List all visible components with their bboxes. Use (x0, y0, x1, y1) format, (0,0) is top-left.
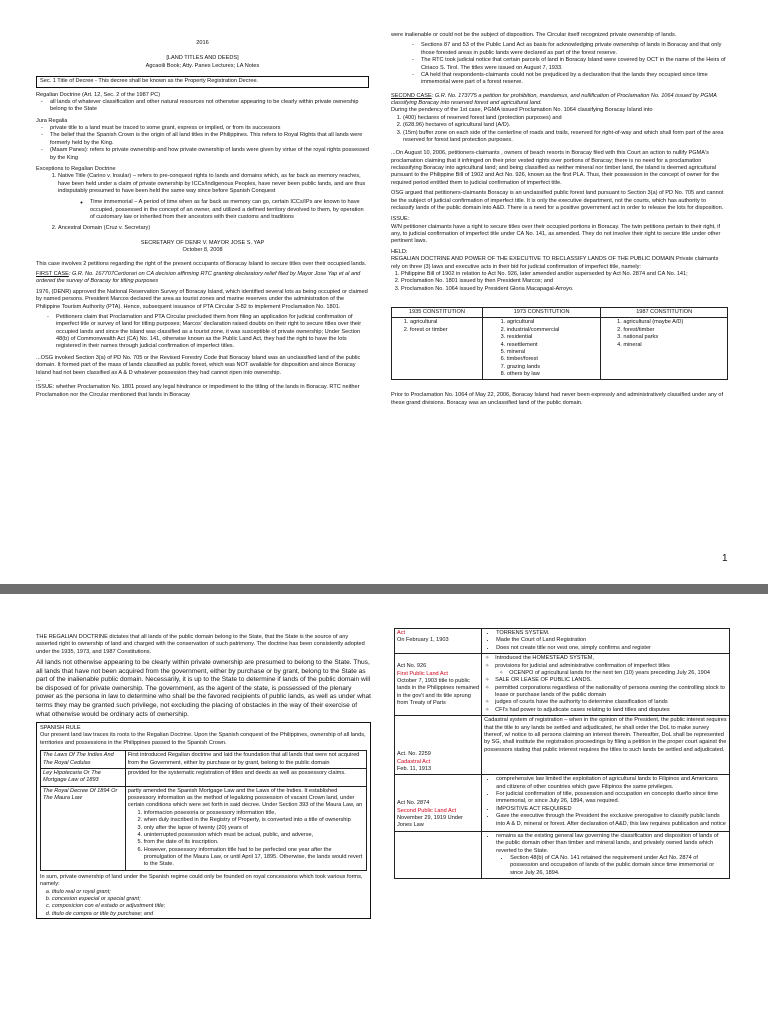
class-item: 7. grazing lands (507, 364, 599, 371)
table-cell-1987 (601, 318, 728, 380)
class-item: 4. mineral (623, 342, 725, 349)
osg-argument: OSG argued that petitioners-claimants Boracay is an unclassified public forest land pursuant to Section 3(a) of PD No. 705 and cannot be the subject of judicial confirmation of imperfect title. It is only the executive department, not the courts, which has authority to reclassify lands of the public domain into A&D. There is a need for a positive government act in order to release the lots for disposition. (391, 190, 724, 211)
header-title: [LAND TITLES AND DEEDS] (166, 55, 239, 62)
act-item: • remains as the existing general law governing the classification and disposition of lands of the public domain other than timber and mineral lands, and privately owned lands which reverted to the State. (496, 833, 727, 855)
first-case-label: FIRST CASE (36, 271, 69, 277)
held-heading: REGALIAN DOCTRINE AND POWER OF THE EXECUTIVE TO RECLASSIFY LANDS OF THE PUBLIC DOMAIN (391, 256, 675, 263)
act-item (510, 855, 727, 877)
maura-item: 4. uninterrupted possession which must be actual, public, and adverse, (144, 832, 364, 839)
act-row (395, 629, 730, 654)
law-item: 3. Proclamation No. 1064 issued by President Gloria Macapagal-Arroyo. (401, 286, 728, 293)
form-item: a. titulo real or royal grant; (52, 889, 367, 896)
table-cell-1935 (392, 318, 483, 380)
case-intro: This case involves 2 petitions regarding the right of the present occupants of Boracay Island to secure titles over their occupied lands. (36, 260, 367, 267)
act-name-cell (395, 716, 482, 775)
maura-list (128, 810, 364, 869)
form-item: d. titulo de compra or title by purchase; and (52, 911, 367, 918)
exceptions-list (36, 173, 369, 232)
case-title: SECRETARY OF DENR V. MAYOR JOSE S. YAP (140, 239, 265, 246)
time-immemorial-item (90, 199, 369, 221)
act-extra: November 29, 1919 Under Jones Law (397, 815, 463, 829)
act-item: ✧ SALE OR LEASE OF PUBLIC LANDS. (495, 677, 727, 684)
law-name: Ley Hipotecaria Or The Mortgage Law of 1893 (41, 768, 126, 786)
prior-para: Prior to Proclamation No. 1064 of May 22, 2006, Boracay Island had never been expressly and administratively classified under any of these grand divisions. Boracay was an unclassified land of the public domain. (391, 392, 724, 406)
act-name: Act No. 2874 (397, 800, 430, 807)
page-two (0, 594, 768, 1024)
regalian-bullet: - all lands of whatever classification and other natural resources not otherwise appearing to be clearly within private ownership belong to the State (50, 99, 369, 114)
osg-para: ...OSG invoked Section 3(a) of PD No. 705 or the Revised Forestry Code that Boracay Island was an unclassified land of the public domain. It formed part of the mass of lands classified as public forest, which was NOT available for disposition and since Boracay Island had not been classified as A & D whatever possession they had cannot ripen into ownership. (36, 354, 361, 376)
class-item: 8. others by law (507, 371, 599, 378)
jura-item: - (Maam Panes): refers to private ownership and how private ownership of lands were given by virtue of the royal rights possessed by the King (50, 147, 369, 162)
maura-text: partly amended the Spanish Mortgage Law and the Laws of the Indies. It established possessory information as the method of legalizing possession of vacant Crown land, under certain conditions which were set forth in said decree. Under Section 393 of the Maura Law, an (127, 787, 363, 809)
pendency: During the pendency of the 1st case, PGMA issued Proclamation No. 1064 classifying Boracay Island into (391, 107, 653, 114)
case-date: October 8, 2008 (182, 247, 223, 254)
law-item: 2. Proclamation No. 1801 issued by then President Marcos; and (401, 278, 728, 285)
native-title-label: Native Title (58, 173, 86, 180)
act-item: • Made the Court of Land Registration (496, 637, 727, 644)
class-item: 2. forest/timber (623, 327, 725, 334)
table-header: 1935 CONSTITUTION (392, 308, 483, 318)
act-row (395, 716, 730, 775)
act-name-cell (395, 654, 482, 716)
law-desc: First introduced Regalian doctrine and laid the foundation that all lands that were not acquired from the Government, either by purchase or by grant, belong to the public domain (125, 751, 366, 769)
spanish-rule-box (36, 722, 371, 919)
act-sub: On February 1, 1903 (397, 637, 449, 644)
regalian-heading: Regalian Doctrine (Art. 12, Sec. 2 of the 1987 PC) (36, 91, 161, 98)
class-item: 3. residential (507, 334, 599, 341)
regalian-doctrine-para: THE REGALIAN DOCTRINE dictates that all lands of the public domain belong to the State, that the State is the source of any asserted right to ownership of land and charged with the conservation of such patrimony. The doctrine has been consistently adopted under the 1935, 1973, and 1987 Constitutions. (36, 634, 365, 655)
all-lands-para: All lands not otherwise appearing to be clearly within private ownership are presumed to belong to the State. Thus, all lands that have not been acquired from the government, either by purchase or by grant, belong to the State as part of the inalienable public domain. Necessarily, it is up to the State to determine if lands of the public domain will be disposed of for private ownership. The government, as the agent of the state, is possessed of the plenary power as the persona in law to determine who shall be the favored recipients of public lands, as well as under what terms they may be granted such privilege, not excluding the placing of obstacles in the way of their exercise of what otherwise would be ordinary acts of ownership. (36, 659, 372, 718)
class-item: 2. forest or timber (410, 327, 480, 334)
act-item: ✧ Introduced the HOMESTEAD SYSTEM, (495, 655, 727, 662)
page-one-right-column (391, 32, 728, 410)
maura-item: 3. only after the lapse of twenty (20) years of (144, 825, 364, 832)
class-item: 1. agricultural (507, 319, 599, 326)
exceptions-heading: Exceptions to Regalian Doctrine (36, 165, 116, 172)
page-two-left-column (36, 634, 371, 922)
held-para (391, 256, 728, 271)
issue-label: ISSUE: (391, 216, 410, 223)
act-name: Act (397, 630, 406, 636)
act-item-text: Section 48(b) of CA No. 141 retained the requirement under Act No. 2874 of possession and occupation of lands of the public domain since time immemorial or since July 26, 1894. (510, 854, 715, 876)
class-item: 1. agricultural (410, 319, 480, 326)
header-authors: Agcaoili Book; Atty. Panes Lectures; LA Notes (145, 62, 260, 69)
act-sub: First Public Land Act (397, 670, 448, 677)
act-item: • comprehensive law limited the exploitation of agricultural lands to Filipinos and Americans and citizens of other countries which gave Filipinos the same privileges. (496, 776, 727, 791)
page-one-left-column (36, 40, 369, 402)
maura-item: 5. from the date of its inscription. (144, 839, 364, 846)
law-desc (125, 786, 366, 870)
act-sub: Second Public Land Act (397, 807, 457, 814)
act-desc-cell (482, 716, 730, 775)
second-case-label: SECOND CASE (391, 92, 432, 99)
constitution-table (391, 307, 728, 380)
second-case (391, 93, 728, 108)
act-row (395, 831, 730, 878)
class-item: 4. resettlement (507, 342, 599, 349)
act-name-cell (395, 629, 482, 654)
native-title-text: (Carino v. Insular) – refers to pre-conquest rights to lands and domains which, as far back as memory reaches, have been held under a claim of private ownership by ICCs/Indigenous Peoples, have never been public lands, and are thus indisputably presumed to have been held the same way since before Spanish Conquest (58, 173, 366, 194)
law-name: The Royal Decree Of 1894 Or The Maura Law (41, 786, 126, 870)
act-name-cell (395, 775, 482, 832)
act-name: Act No. 926 (397, 663, 427, 670)
in-sum: In sum, private ownership of land under the Spanish regime could only be founded on royal concessions which took various forms, namely: (40, 873, 363, 888)
act-item: ✧ judges of courts have the authority to determine classification of lands (495, 699, 727, 706)
act-row (395, 654, 730, 716)
maura-item: 1. informacion posesoria or possessory information title, (144, 810, 364, 817)
held-label: HELD: (391, 248, 408, 255)
act-item: ✧ OCENPO of agricultural lands for the next ten (10) years preceding July 26, 1904 (509, 670, 727, 677)
petitioners-claim: - Petitioners claim that Proclamation and PTA Circular precluded them from filing an application for judicial confirmation of imperfect title or survey of land for titling purposes; Marcos' declaration raised doubts on their right to secure titles over their occupied lands and since the island was classified as a tourist zone, it was susceptible of private ownership; Under Section 48(b) of Commonwealth Act (CA) No. 141, otherwise known as the Public Land Act, they had the right to have the lots registered in their names through judicial confirmation of imperfect titles. (56, 314, 369, 351)
time-immemorial-label: Time immemorial (90, 199, 133, 206)
rtc-finding: - CA held that respondents-claimants could not be prejudiced by a declaration that the lands they occupied since time immemorial were part of a forest reserve. (421, 72, 728, 87)
law-name: The Laws Of The Indies And The Royal Cedulas (41, 751, 126, 769)
ellipsis: ... (36, 376, 41, 383)
header-year: 2016 (196, 40, 209, 46)
second-case-text: : G.R. No. 173775 a petition for prohibition, mandamus, and nullification of Proclamation No. 1064 issued by PGMA classifying Boracay into reserved forest and agricultural land. (391, 92, 717, 106)
rtc-finding: - The RTC took judicial notice that certain parcels of land in Boracay Island were covered by OCT in the name of the Heirs of Ciriaco S. Tirol. The titles were issued on August 7, 1933. (421, 57, 728, 72)
act-desc-cell (482, 775, 730, 832)
page-two-right-column (394, 628, 730, 879)
act-desc-cell (482, 831, 730, 878)
classification-item: 3. (15m) buffer zone on each side of the centerline of roads and trails, reserved for right-of-way and which shall form part of the area reserved for forest land protection purposes. (403, 130, 728, 145)
law-item: 1. Philippine Bill of 1902 in relation to Act No. 926, later amended and/or superseded by Act No. 2874 and CA No. 141; (401, 271, 728, 278)
held-text: Private claimants rely on three (3) laws and executive acts in their bid for judicial confirmation of imperfect title, namely: (391, 256, 719, 270)
forms-list (40, 889, 367, 919)
act-sub: Cadastral Act (397, 758, 431, 765)
spanish-rule-text: Our present land law traces its roots to the Regalian Doctrine. Upon the Spanish conquest of the Philippines, ownership of all lands, territories and possessions in the Philippines passed to the Spanish Crown. (40, 732, 366, 746)
act-desc-cell (482, 629, 730, 654)
class-item: 1. agricultural (maybe A/D) (623, 319, 725, 326)
jura-item: - private title to a land must be traced to some grant, express or implied, or from its successors (50, 125, 369, 132)
regalian-list (36, 99, 369, 114)
class-item: 2. industrial/commercial (507, 327, 599, 334)
act-item: • Gave the executive through the President the exclusive prerogative to classify public lands into A & D, mineral or forest. After declaration of A&D, this law requires publication and notice (496, 813, 727, 828)
act-item: • IMPOSITIVE ACT REQUIRED (496, 806, 727, 813)
first-case-para: 1976, (DENR) approved the National Reservation Survey of Boracay Island, which identified several lots as being occupied or claimed by named persons. President Marcos declared the area as tourist zones and marine reserves under the administration of the Philippine Tourism Authority (PTA). Hence, subsequent issuance of PTA Circular 3-82 to implement Proclamation No. 1801. (36, 288, 368, 310)
act-item: ✧ permitted corporations regardless of the nationality of persons owning the controlling stock to lease or purchase lands of the public domain (495, 685, 727, 700)
act-desc-cell (482, 654, 730, 716)
spanish-laws-table (40, 750, 367, 871)
time-immemorial-list (78, 199, 369, 221)
class-item: 3. national parks (623, 334, 725, 341)
spanish-rule-heading: SPANISH RULE (40, 725, 81, 732)
class-item: 5. mineral (507, 349, 599, 356)
right-continuation: were inalienable or could not be the subject of disposition. The Circular itself recognized private ownership of lands. (391, 32, 677, 38)
section-one-box: Sec. 1 Title of Decree - This decree shall be known as the Property Registration Decree. (36, 76, 369, 87)
jura-list (36, 125, 369, 162)
classification-item: 1. (400) hectares of reserved forest land (protection purposes) and (403, 115, 728, 122)
laws-list (391, 271, 728, 293)
table-header: 1973 CONSTITUTION (482, 308, 601, 318)
act-extra: Feb. 11, 1913 (397, 765, 432, 772)
petitioners-list (36, 314, 369, 351)
act-row (395, 775, 730, 832)
act-item: Cadastral system of registration – when in the opinion of the President, the public interest requires that the title to any lands be settled and adjudicated, he shall order the DoL to make survey thereof, w/ notice to all persons claiming an interest therein. Thereafter, DoL shall be represented by SG, shall institute the registration proceedings by filing a petition in the proper court against the possessors stating that public interest requires the titles to such lands be settled and adjudicated. (484, 717, 727, 753)
time-immemorial-text: – A period of time when as far back as memory can go, certain ICCs/IPs are known to have occupied, possessed in the concept of an owner, and utilized a defined territory devolved to them, by operation of customary law or inherited from their ancestors with their customs and traditions (90, 199, 364, 221)
table-header: 1987 CONSTITUTION (601, 308, 728, 318)
act-name: Act. No. 2259 (397, 751, 431, 758)
jura-item: - The belief that the Spanish Crown is the origin of all land titles in the Philippines. This refers to Royal Rights that all lands were formerly held by the King. (50, 132, 369, 147)
issue-para: ISSUE: whether Proclamation No. 1801 posed any legal hindrance or impediment to the titling of the lands in Boracay. RTC neither Proclamation nor the Circular mentioned that lands in Boracay (36, 384, 360, 398)
act-item: ✧ CFI's had power to adjudicate cases relating to land titles and disputes (495, 707, 727, 714)
rtc-finding: - Sections 87 and 53 of the Public Land Act as basis for acknowledging private ownership of lands in Boracay and that only those forested areas in public lands were declared as part of the forest reserve. (421, 42, 728, 57)
page-gutter (0, 584, 768, 594)
first-case (36, 271, 369, 286)
act-item: • Does not create title nor vest one, simply confirms and register (496, 645, 727, 652)
august-para: ...On August 10, 2006, petitioners-claimants , owners of beach resorts in Boracay filed with this Court an action to nullify PGMA's proclamation claiming that it infringed on their prior vested rights over portions of Boracay; there is no need for a proclamation reclassifying Boracay into agricultural land; and being classified as neither mineral nor timber land, the island is deemed agricultural pursuant to the Philippine Bill of 1902 and Act No. 926, known as the first PLA. Thus, their possession in the concept of owner for the required period entitled them to judicial confirmation of imperfect title. (391, 150, 720, 186)
maura-item: 6. However, possessory information title had to be perfected one year after the promulgation of the Maura Law, or until April 17, 1895. Otherwise, the lands would revert to the State. (144, 847, 364, 869)
table-cell-1973 (482, 318, 601, 380)
class-item: 6. timber/forest (507, 356, 599, 363)
form-item: b. concesion especial or special grant; (52, 896, 367, 903)
law-desc: provided for the systematic registration of titles and deeds as well as possessory claims. (125, 768, 366, 786)
exception-native-title (58, 173, 369, 221)
classification-list (391, 115, 728, 145)
jura-heading: Jura Regalia (36, 117, 68, 124)
act-extra: October 7, 1903 title to public lands in the Philippines remained in the gov't and its title sprung from Treaty of Paris (397, 677, 480, 706)
exception-ancestral-domain: 2. Ancestral Domain (Cruz v. Secretary) (58, 225, 369, 232)
act-item: • For judicial confirmation of title, possession and occupation en concepto dueño since time immemorial, or since July 26, 1894, was required. (496, 791, 727, 806)
act-item: • TORRENS SYSTEM. (496, 630, 727, 637)
act-name-cell (395, 831, 482, 878)
classification-item: 2. (628.96) hectares of agricultural land (A/D). (403, 122, 728, 129)
acts-table (394, 628, 730, 879)
issue-text: W/N petitioner claimants have a right to secure titles over their occupied portions in Boracay. The twin petitions pertain to their right, if any, to judicial confirmation of imperfect title under CA No. 141, as amended. They do not involve their right to secure title under other pertinent laws. (391, 223, 721, 245)
form-item: c. composicion con el estado or adjustment title; (52, 903, 367, 910)
act-item: ✧ provisions for judicial and administrative confirmation of imperfect titles (495, 663, 727, 670)
maura-item: 2. when duly inscribed in the Registry of Property, is converted into a title of ownership (144, 817, 364, 824)
page-number: 1 (722, 553, 728, 564)
first-case-text: : G.R. No. 167707Certiorari on CA decision affirming RTC granting declaratory relief filed by Mayor Jose Yap et al and ordered the survey of Boracay for titling purposes (36, 271, 361, 285)
rtc-findings-list (391, 42, 728, 86)
